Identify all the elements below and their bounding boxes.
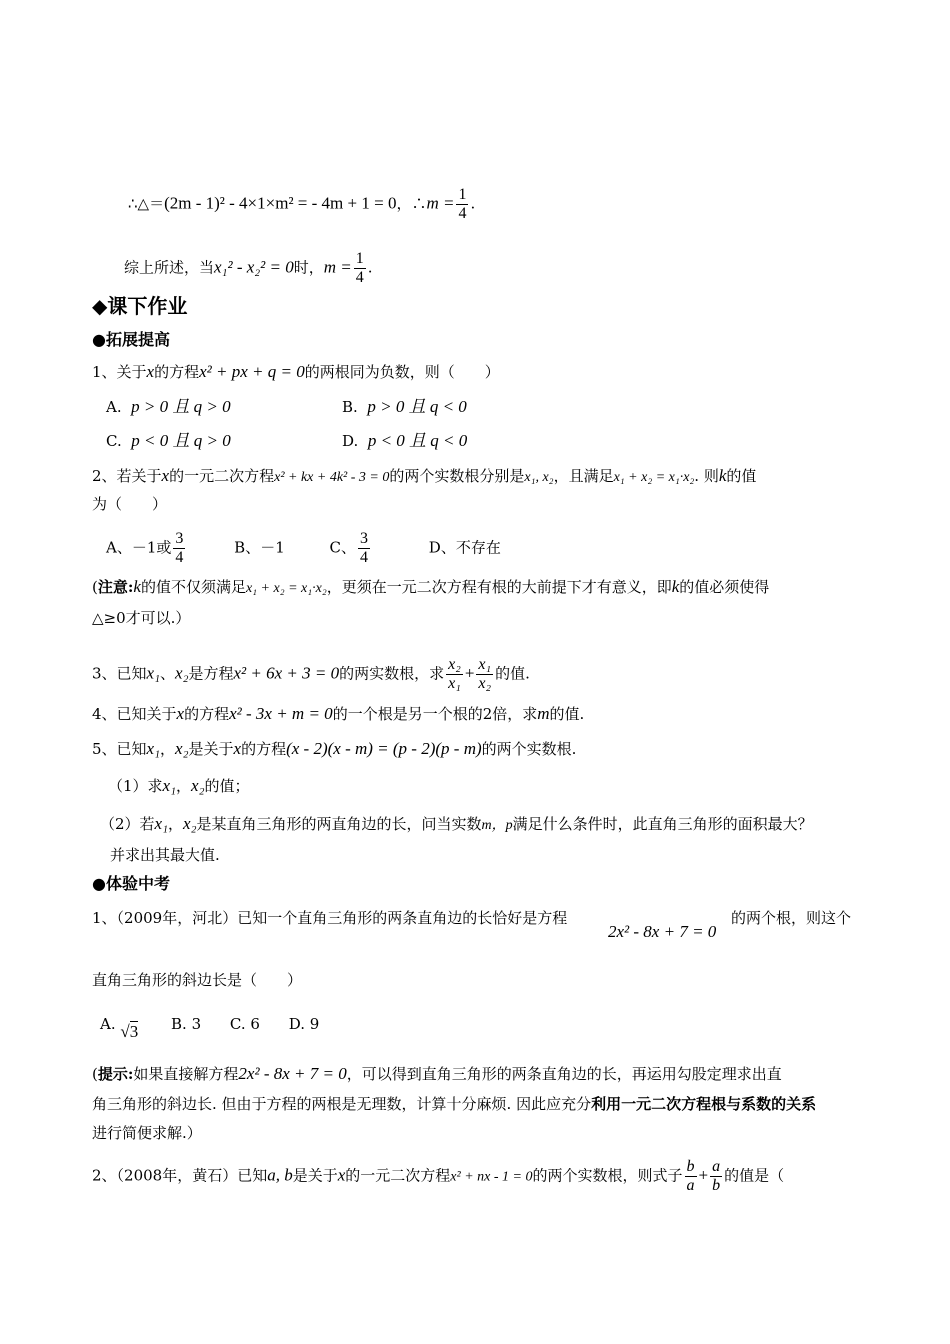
question-2-stem-cont: 为（ ） <box>92 495 168 513</box>
section-extend-heading: ●拓展提高 <box>92 330 170 349</box>
solution-line-2: 综上所述，当x₁² - x₂² = 0时，m = $\frac{1}{4}$ . <box>124 250 373 286</box>
exam-question-1-stem: 1、（2009年，河北）已知一个直角三角形的两条直角边的长恰好是方程 <box>92 909 568 927</box>
fraction-b-over-a: $\frac{b}{a}$ <box>686 1158 695 1194</box>
q2-option-b: B、－1 <box>234 538 285 557</box>
e1-option-d: D. 9 <box>288 1015 320 1033</box>
e1-option-c: C. 6 <box>229 1015 260 1033</box>
three-quarters-a: $\frac{3}{4}$ <box>175 530 184 566</box>
note-line-1: (注意:k的值不仅须满足x₁ + x₂ = x₁·x₂，更须在一元二次方程有根的大前提下才有意义，即k的值必须使得 <box>92 577 770 596</box>
hint-line-2: 角三角形的斜边长. 但由于方程的两根是无理数，计算十分麻烦. 因此应充分利用一元二次方程根与系数的关系 <box>92 1095 817 1113</box>
fraction-x2-over-x1: $\frac{\text{x₂}}{\text{x₁}}$ <box>448 656 461 692</box>
q1-option-c: C. p < 0 且 q > 0 <box>106 431 231 450</box>
q2-equation: x² + kx + 4k² - 3 = 0 <box>274 470 390 485</box>
exam-question-1-stem-c: 直角三角形的斜边长是（ ） <box>92 971 303 989</box>
q3-equation: x² + 6x + 3 = 0 <box>233 663 340 683</box>
e1-equation: 2x² - 8x + 7 = 0 <box>608 922 717 941</box>
hint-line-1: (提示:如果直接解方程2x² - 8x + 7 = 0，可以得到直角三角形的两条直角边的长，再运用勾股定理求出直 <box>92 1064 782 1083</box>
three-quarters-c: $\frac{3}{4}$ <box>360 530 369 566</box>
e1-options <box>100 1014 320 1041</box>
e1-option-a: A. <box>100 1015 116 1033</box>
hint-bold-phrase: 利用一元二次方程根与系数的关系 <box>591 1095 817 1113</box>
q1-option-a: A. p > 0 且 q > 0 <box>106 397 231 416</box>
e1-option-b: B. 3 <box>171 1015 202 1033</box>
exam-question-1-stem-b: 的两个根，则这个 <box>731 909 852 927</box>
note-line-2: △≥0才可以.） <box>92 609 191 627</box>
question-4-stem: 4、已知关于x的方程x² - 3x + m = 0的一个根是另一个根的2倍，求m的值. <box>92 704 585 723</box>
q4-equation: x² - 3x + m = 0 <box>229 704 333 723</box>
e2-equation: x² + nx - 1 = 0 <box>450 1169 533 1185</box>
question-1-stem: 1、关于x的方程x² + px + q = 0的两根同为负数，则（ ） <box>92 362 500 381</box>
discriminant-expression: (2m - 1)² - 4×1×m² = - 4m + 1 = 0 <box>164 193 397 213</box>
m-equals: m = <box>426 193 455 213</box>
fraction-x1-over-x2: $\frac{\text{x₁}}{\text{x₂}}$ <box>478 656 492 692</box>
hint-equation: 2x² - 8x + 7 = 0 <box>238 1064 347 1083</box>
q2-option-c: C、 <box>329 538 357 557</box>
solution-line-1: ∴△＝(2m - 1)² - 4×1×m² = - 4m + 1 = 0，∴m = $\frac{1}{4}$ . <box>128 186 476 222</box>
question-5-stem: 5、已知x₁，x₂是关于x的方程(x - 2)(x - m) = (p - 2)(p - m)的两个实数根. <box>92 739 577 758</box>
difference-of-squares: x₁² - x₂² = 0 <box>214 257 294 277</box>
fraction-one-quarter-2: $\frac{1}{4}$ <box>355 250 364 286</box>
section-exam-heading: ●体验中考 <box>92 874 170 893</box>
q5-sub-2-cont: 并求出其最大值. <box>110 846 220 864</box>
fraction-one-quarter: $\frac{1}{4}$ <box>458 186 467 222</box>
fraction-a-over-b: $\frac{a}{b}$ <box>712 1158 721 1194</box>
q1-equation: x² + px + q = 0 <box>199 362 305 381</box>
therefore-text: ，∴ <box>396 194 427 213</box>
hint-label: 提示: <box>97 1065 134 1083</box>
q2-options <box>106 530 501 567</box>
q2-option-d: D、不存在 <box>428 538 501 557</box>
hint-line-3: 进行简便求解.） <box>92 1124 202 1142</box>
q2-option-a: A、－1或 <box>106 538 172 557</box>
q5-sub-2: （2）若x₁，x₂是某直角三角形的两直角边的长，问当实数m，p满足什么条件时，此直角三角形的面积最大？ <box>100 814 813 833</box>
q1-option-d: D. p < 0 且 q < 0 <box>342 431 468 450</box>
exam-question-2-stem: 2、（2008年，黄石）已知a, b是关于x的一元二次方程x² + nx - 1 = 0的两个实数根，则式子 $\frac{b}{a}$ + $\frac{a}{b}$ 的值是（ <box>92 1158 785 1194</box>
note-label: 注意: <box>97 578 134 596</box>
q5-equation: (x - 2)(x - m) = (p - 2)(p - m) <box>286 739 482 758</box>
q5-sub-1: （1）求x₁，x₂的值； <box>108 776 250 795</box>
question-2-stem: 2、若关于x的一元二次方程x² + kx + 4k² - 3 = 0的两个实数根分别是x₁, x₂，且满足x₁ + x₂ = x₁·x₂. 则k的值 <box>92 466 757 485</box>
sqrt-three: √3 <box>120 1022 139 1041</box>
question-3-stem: 3、已知x₁、x₂是方程x² + 6x + 3 = 0的两实数根，求 $\frac{\text{x₂}}{\text{x₁}}$ + $\frac{\text{x₁}}{\text{x₂}}$ 的值. <box>92 656 530 692</box>
therefore-delta: ∴△＝ <box>128 194 165 213</box>
q1-option-b: B. p > 0 且 q < 0 <box>342 397 467 416</box>
section-homework-heading: ◆课下作业 <box>92 294 188 318</box>
